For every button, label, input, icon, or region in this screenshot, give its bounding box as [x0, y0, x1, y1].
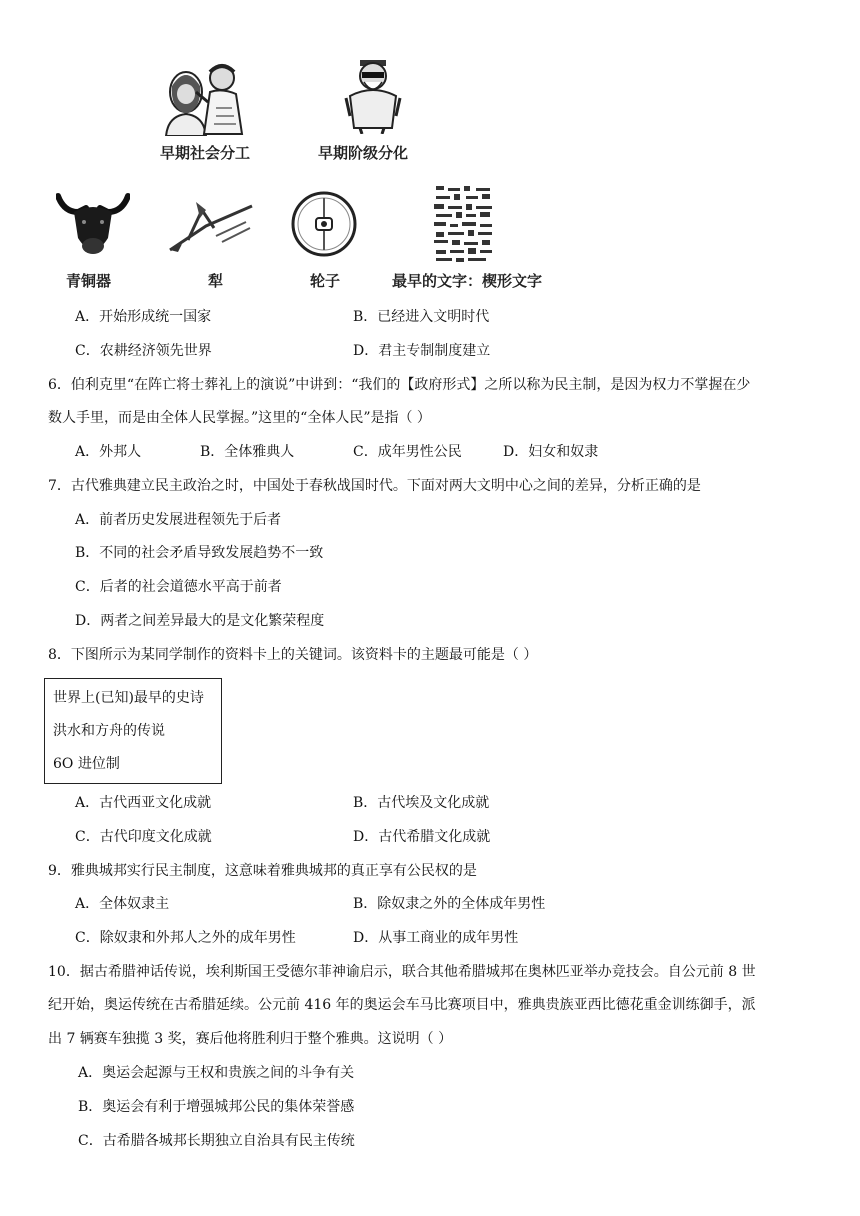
caption-class-differentiation: 早期阶级分化 — [318, 144, 409, 162]
card-keyword-1: 世界上(已知)最早的史诗 — [53, 690, 204, 706]
q8-option-c[interactable]: C．古代印度文化成就 — [75, 829, 212, 845]
caption-wheel: 轮子 — [310, 272, 341, 290]
q8-stem: 8．下图所示为某同学制作的资料卡上的关键词。该资料卡的主题最可能是（ ） — [48, 647, 538, 663]
q8-option-d[interactable]: D．古代希腊文化成就 — [353, 829, 491, 845]
q10-stem-line3: 出 7 辆赛车独揽 3 奖，赛后他将胜利归于整个雅典。这说明（ ） — [48, 1031, 453, 1047]
card-keyword-2: 洪水和方舟的传说 — [53, 723, 165, 739]
q9-stem: 9．雅典城邦实行民主制度，这意味着雅典城邦的真正享有公民权的是 — [48, 863, 477, 879]
q8-option-a[interactable]: A．古代西亚文化成就 — [75, 795, 212, 811]
division-of-labor-illustration — [158, 58, 250, 136]
q6-option-c[interactable]: C．成年男性公民 — [353, 444, 462, 460]
card-keyword-3: 6O 进位制 — [53, 756, 120, 772]
caption-plough: 犁 — [208, 272, 224, 290]
q6-option-d[interactable]: D．妇女和奴隶 — [503, 444, 599, 460]
q10-option-c[interactable]: C．古希腊各城邦长期独立自治具有民主传统 — [78, 1133, 355, 1149]
bronze-bull-head-image — [56, 190, 130, 260]
q7-option-a[interactable]: A．前者历史发展进程领先于后者 — [75, 512, 282, 528]
plough-image — [166, 192, 256, 254]
q9-option-d[interactable]: D．从事工商业的成年男性 — [353, 930, 519, 946]
caption-cuneiform: 最早的文字：楔形文字 — [392, 272, 543, 290]
q8-keyword-card — [44, 678, 222, 784]
q7-stem: 7．古代雅典建立民主政治之时，中国处于春秋战国时代。下面对两大文明中心之间的差异，分析正确的是 — [48, 478, 701, 494]
q9-option-b[interactable]: B．除奴隶之外的全体成年男性 — [353, 896, 546, 912]
q10-stem-line1: 10．据古希腊神话传说，埃利斯国王受德尔菲神谕启示，联合其他希腊城邦在奥林匹亚举办竞技会。自公元前 8 世 — [48, 964, 756, 980]
q5-option-d[interactable]: D．君主专制制度建立 — [353, 343, 491, 359]
q5-option-c[interactable]: C．农耕经济领先世界 — [75, 343, 212, 359]
q6-stem-line2: 数人手里，而是由全体人民掌握。”这里的“全体人民”是指（ ） — [48, 410, 431, 426]
q6-option-a[interactable]: A．外邦人 — [75, 444, 142, 460]
q7-option-d[interactable]: D．两者之间差异最大的是文化繁荣程度 — [75, 613, 325, 629]
cuneiform-tablet-image — [430, 182, 500, 268]
caption-bronze: 青铜器 — [66, 272, 112, 290]
q7-option-c[interactable]: C．后者的社会道德水平高于前者 — [75, 579, 282, 595]
q8-option-b[interactable]: B．古代埃及文化成就 — [353, 795, 490, 811]
q10-stem-line2: 纪开始，奥运传统在古希腊延续。公元前 416 年的奥运会车马比赛项目中，雅典贵族亚西比德花重金训练御手，派 — [48, 997, 756, 1013]
q9-option-a[interactable]: A．全体奴隶主 — [75, 896, 170, 912]
q10-option-a[interactable]: A．奥运会起源与王权和贵族之间的斗争有关 — [78, 1065, 355, 1081]
q9-option-c[interactable]: C．除奴隶和外邦人之外的成年男性 — [75, 930, 296, 946]
q7-option-b[interactable]: B．不同的社会矛盾导致发展趋势不一致 — [75, 545, 324, 561]
class-differentiation-illustration — [340, 56, 406, 134]
q6-stem-line1: 6．伯利克里“在阵亡将士葬礼上的演说”中讲到：“我们的【政府形式】之所以称为民主制，是因为权力不掌握在少 — [48, 377, 751, 393]
q10-option-b[interactable]: B．奥运会有利于增强城邦公民的集体荣誉感 — [78, 1099, 355, 1115]
q5-option-a[interactable]: A．开始形成统一国家 — [75, 309, 212, 325]
q5-option-b[interactable]: B．已经进入文明时代 — [353, 309, 490, 325]
wheel-image — [290, 190, 358, 258]
caption-division-of-labor: 早期社会分工 — [160, 144, 251, 162]
q6-option-b[interactable]: B．全体雅典人 — [200, 444, 295, 460]
